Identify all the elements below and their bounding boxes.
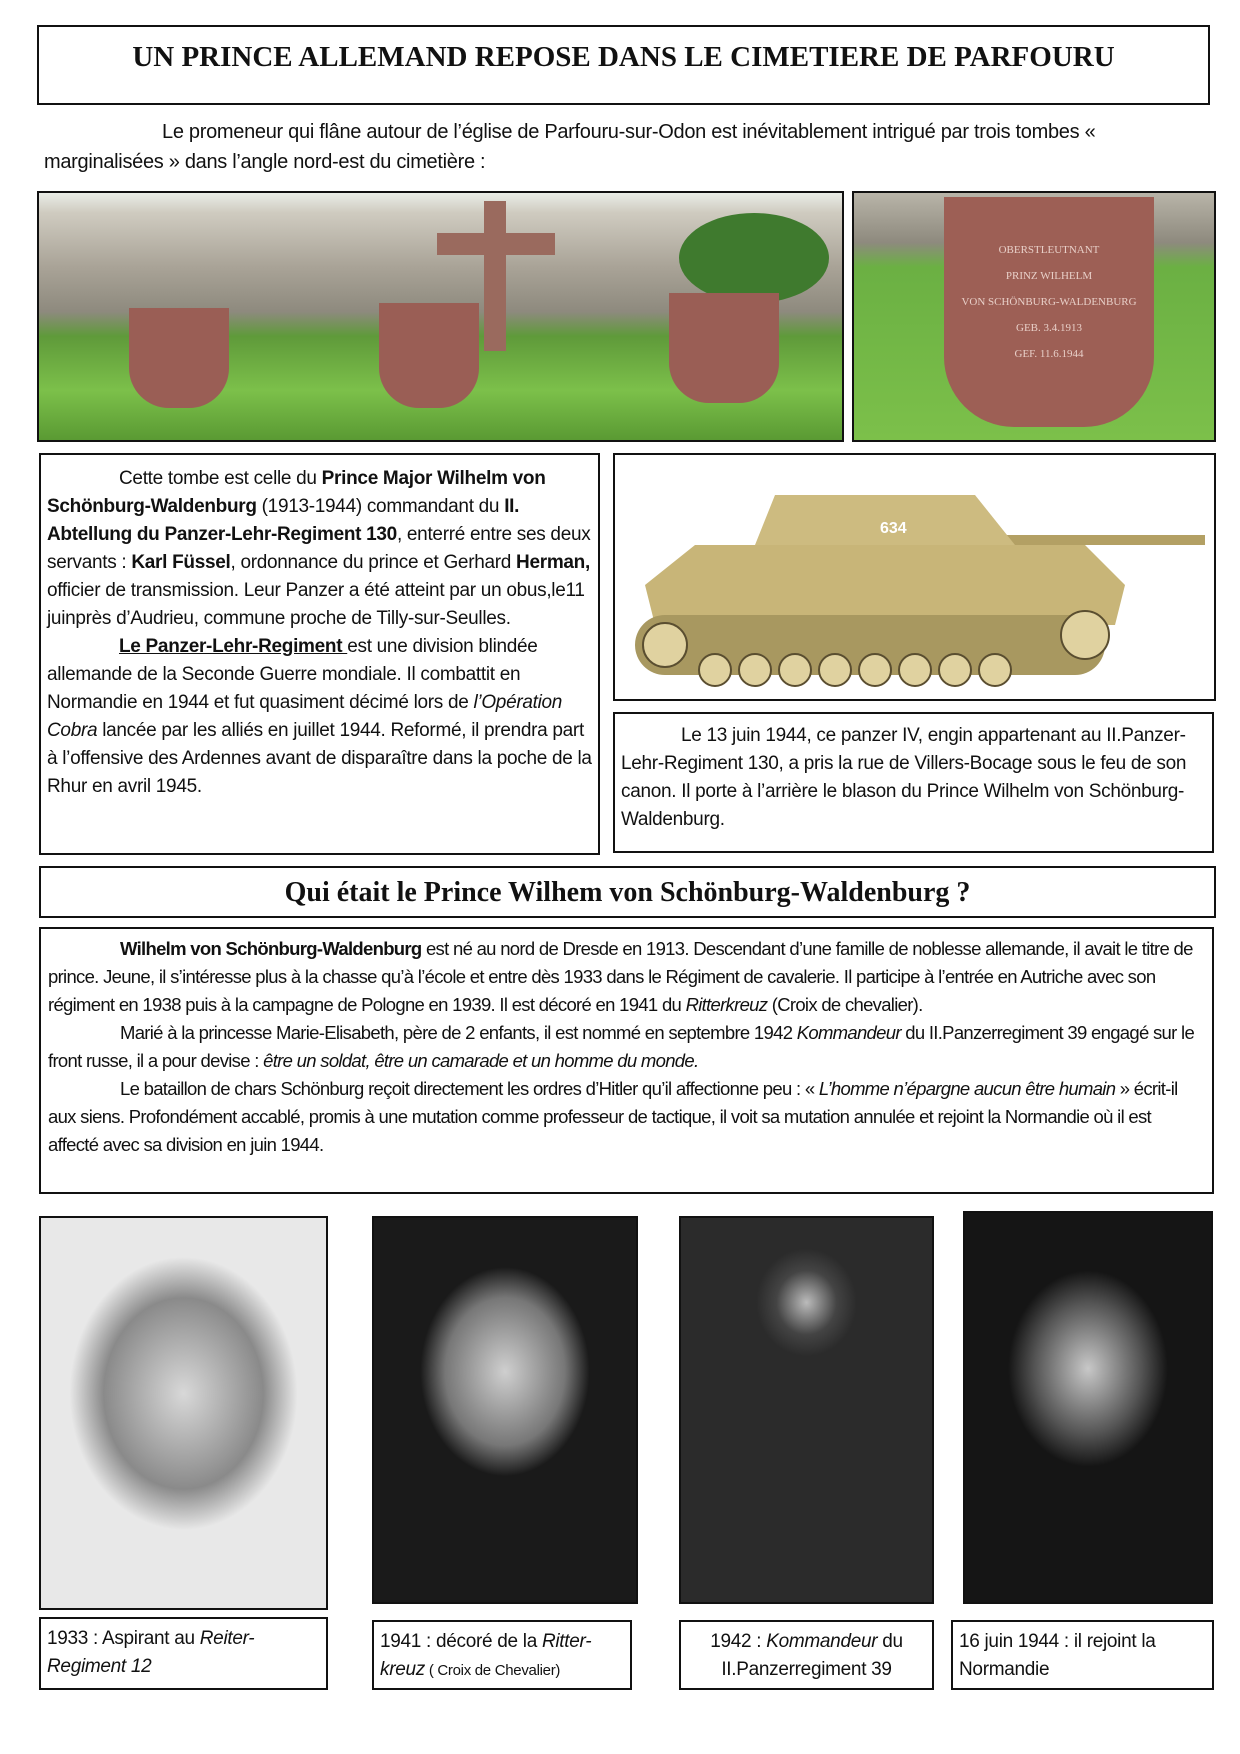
tank-drawing xyxy=(615,455,1215,700)
panzer-iv-illustration xyxy=(613,453,1216,701)
intro-text: Le promeneur qui flâne autour de l’église de Parfouru-sur-Odon est inévitablement intrigué par trois tombes « marginalisées » dans l’angle nord-est du cimetière : xyxy=(44,121,1096,173)
tank-caption-box: Le 13 juin 1944, ce panzer IV, engin appartenant au II.Panzer-Lehr-Regiment 130, a pris la rue de Villers-Bocage sous le feu de son canon. Il porte à l’arrière le blason du Prince Wilhelm von Schönburg-Waldenburg. xyxy=(613,712,1214,853)
portrait-1941 xyxy=(372,1216,638,1604)
cemetery-photo xyxy=(37,191,844,442)
gravestone-photo xyxy=(852,191,1216,442)
portrait-1933 xyxy=(39,1216,328,1610)
portrait-1942 xyxy=(679,1216,934,1604)
grave-description-box: Cette tombe est celle du Prince Major Wilhelm von Schönburg-Waldenburg (1913-1944) commandant du II. Abtellung du Panzer-Lehr-Regiment 130, enterré entre ses deux servants : Karl Füssel, ordonnance du prince et Gerhard Herman, officier de transmission. Leur Panzer a été atteint par un obus,le11 juinprès d’Audrieu, commune proche de Tilly-sur-Seulles. Le Panzer-Lehr-Regiment est une division blindée allemande de la Seconde Guerre mondiale. Il combattit en Normandie en 1944 et fut quasiment décimé lors de l’Opération Cobra lancée par les alliés en juillet 1944. Reformé, il prendra part à l’offensive des Ardennes avant de disparaître dans la poche de la Rhur en avril 1945. xyxy=(39,453,600,855)
section-title-box xyxy=(39,866,1216,918)
page-title-box xyxy=(37,25,1210,105)
portrait-caption-1: 1933 : Aspirant au Reiter-Regiment 12 xyxy=(39,1617,328,1690)
gravestone: OBERSTLEUTNANT PRINZ WILHELM VON SCHÖNBURG-WALDENBURG GEB. 3.4.1913 GEF. 11.6.1944 xyxy=(944,197,1154,427)
portrait-caption-3: 1942 : Kommandeur du II.Panzerregiment 39 xyxy=(679,1620,934,1690)
biography-box: Wilhelm von Schönburg-Waldenburg est né au nord de Dresde en 1913. Descendant d’une famille de noblesse allemande, il avait le titre de prince. Jeune, il s’intéresse plus à la chasse qu’à l’école et entre dès 1933 dans le Régiment de cavalerie. Il participe à l’entrée en Autriche avec son régiment en 1938 puis à la campagne de Pologne en 1939. Il est décoré en 1941 du Ritterkreuz (Croix de chevalier). Marié à la princesse Marie-Elisabeth, père de 2 enfants, il est nommé en septembre 1942 Kommandeur du II.Panzerregiment 39 engagé sur le front russe, il a pour devise : être un soldat, être un camarade et un homme du monde. Le bataillon de chars Schönburg reçoit directement les ordres d’Hitler qu’il affectionne peu : « L’homme n’épargne aucun être humain » écrit-il aux siens. Profondément accablé, promis à une mutation comme professeur de tactique, il voit sa mutation annulée et rejoint la Normandie où il est affecté avec sa division en juin 1944. xyxy=(39,927,1214,1194)
page-title: UN PRINCE ALLEMAND REPOSE DANS LE CIMETIERE DE PARFOURU xyxy=(132,41,1115,73)
tank-number: 634 xyxy=(880,520,907,537)
portrait-caption-2: 1941 : décoré de la Ritter-kreuz ( Croix de Chevalier) xyxy=(372,1620,632,1690)
portrait-caption-4: 16 juin 1944 : il rejoint la Normandie xyxy=(951,1620,1214,1690)
section-title: Qui était le Prince Wilhem von Schönburg-Waldenburg ? xyxy=(284,877,971,908)
portrait-1944 xyxy=(963,1211,1213,1604)
